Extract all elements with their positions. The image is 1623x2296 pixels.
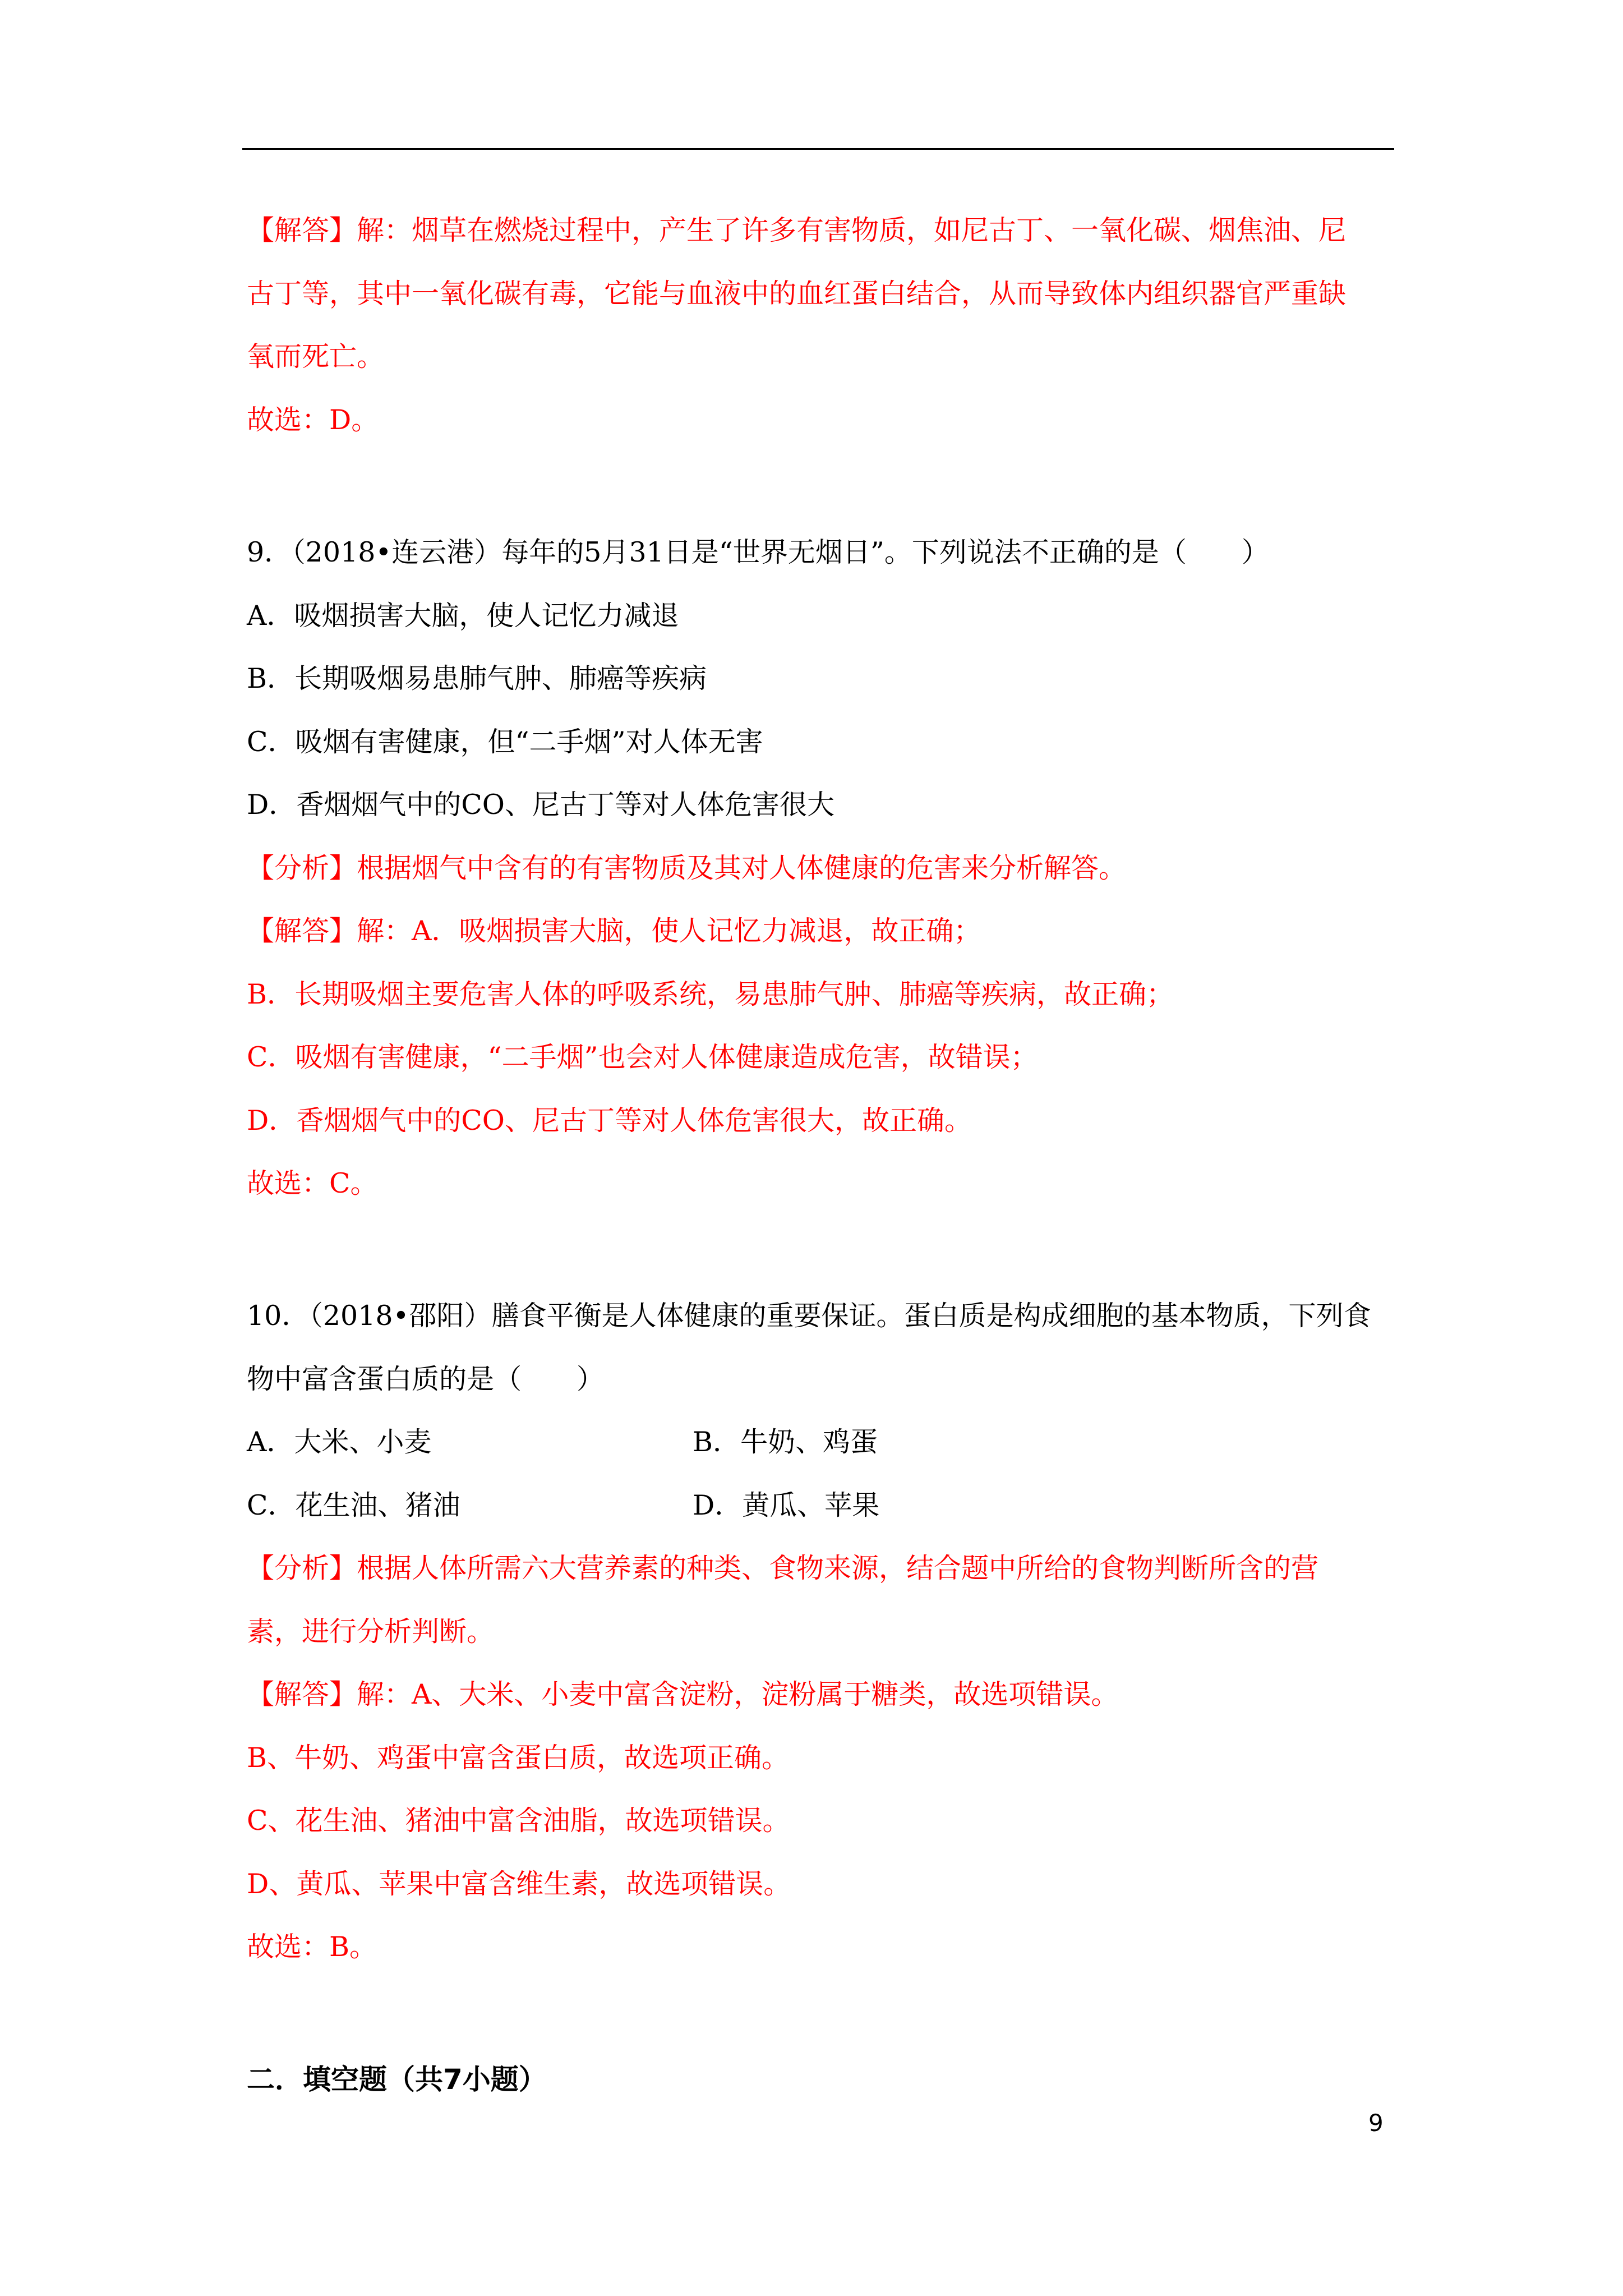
q9-option-a: A．吸烟损害大脑，使人记忆力减退 [247,600,679,632]
q10-answer-line-2: B、牛奶、鸡蛋中富含蛋白质，故选项正确。 [247,1742,790,1774]
q8-choice: 故选：D。 [247,404,379,436]
q9-stem: 9．（2018•连云港）每年的5月31日是“世界无烟日”。下列说法不正确的是（ ） [247,536,1269,568]
q9-option-c: C．吸烟有害健康，但“二手烟”对人体无害 [247,726,763,758]
q9-choice: 故选：C。 [247,1167,378,1199]
page-number: 9 [1368,2109,1384,2137]
q9-analysis: 【分析】根据烟气中含有的有害物质及其对人体健康的危害来分析解答。 [247,852,1127,884]
q9-answer-line-1: 【解答】解：A．吸烟损害大脑，使人记忆力减退，故正确； [247,915,981,947]
q10-stem-line-2: 物中富含蛋白质的是（ ） [247,1363,605,1395]
q10-analysis-line-1: 【分析】根据人体所需六大营养素的种类、食物来源，结合题中所给的食物判断所含的营 [247,1552,1319,1584]
q8-answer-line-2: 古丁等，其中一氧化碳有毒，它能与血液中的血红蛋白结合，从而导致体内组织器官严重缺 [247,278,1347,310]
header-rule [242,148,1394,150]
q9-option-b: B．长期吸烟易患肺气肿、肺癌等疾病 [247,662,707,694]
q8-answer-line-3: 氧而死亡。 [247,341,385,372]
q10-answer-line-4: D、黄瓜、苹果中富含维生素，故选项错误。 [247,1868,791,1900]
q9-option-d: D．香烟烟气中的CO、尼古丁等对人体危害很大 [247,789,834,821]
q10-option-d: D．黄瓜、苹果 [693,1489,880,1521]
q9-answer-line-3: C．吸烟有害健康，“二手烟”也会对人体健康造成危害，故错误； [247,1041,1038,1073]
q10-stem-line-1: 10．（2018•邵阳）膳食平衡是人体健康的重要保证。蛋白质是构成细胞的基本物质，下列食 [247,1300,1371,1332]
q10-option-a: A．大米、小麦 [247,1426,432,1458]
q10-option-c: C．花生油、猪油 [247,1489,460,1521]
q10-analysis-line-2: 素，进行分析判断。 [247,1616,495,1648]
q9-answer-line-4: D．香烟烟气中的CO、尼古丁等对人体危害很大，故正确。 [247,1105,972,1137]
q10-answer-line-3: C、花生油、猪油中富含油脂，故选项错误。 [247,1805,790,1837]
q9-answer-line-2: B．长期吸烟主要危害人体的呼吸系统，易患肺气肿、肺癌等疾病，故正确； [247,978,1174,1010]
q8-answer-line-1: 【解答】解：烟草在燃烧过程中，产生了许多有害物质，如尼古丁、一氧化碳、烟焦油、尼 [247,214,1347,246]
section-2-title: 二．填空题（共7小题） [247,2063,547,2096]
q10-option-b: B．牛奶、鸡蛋 [693,1426,878,1458]
q10-answer-line-1: 【解答】解：A、大米、小麦中富含淀粉，淀粉属于糖类，故选项错误。 [247,1678,1119,1710]
q10-choice: 故选：B。 [247,1931,377,1963]
